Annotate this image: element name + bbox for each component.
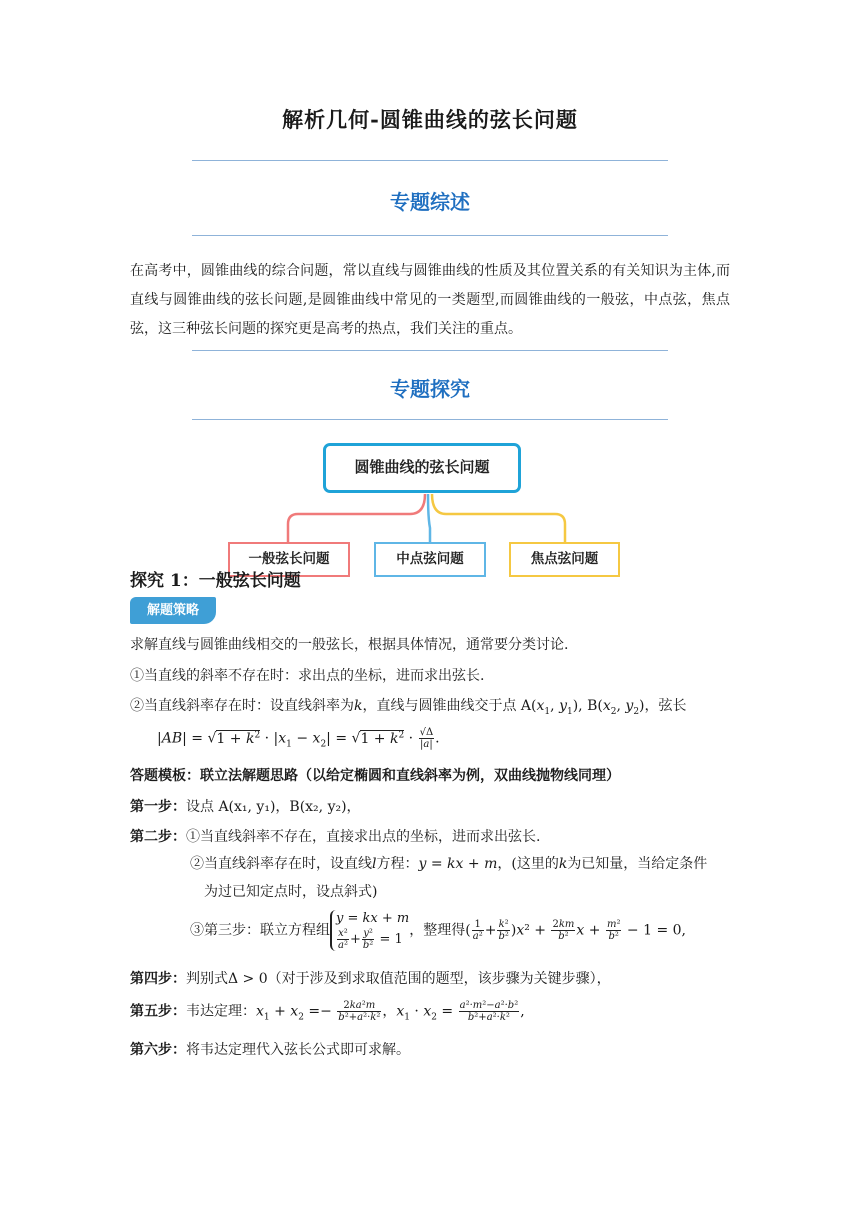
step2-b: ②当直线斜率存在时，设直线l方程：y = kx + m，(这里的k为已知量，当给定条件 [190,856,708,872]
chord-length-formula: $|AB| = √1 + k^2 \cdot |x_1 - x_2| = √1 + k^2$ · $\frac{√\Delta}{|a|}$ . [157,727,440,750]
step6: 第六步：将韦达定理代入弦长公式即可求解。 [130,1042,410,1058]
strategy-case2: ②当直线斜率存在时：设直线斜率为k，直线与圆锥曲线交于点 $A(x_1$, $y_1$), $B(x_2$, $y_2$)，弦长 [130,698,687,717]
mindmap-node-focal-chord: 焦点弦问题 [509,542,620,577]
divider [192,419,668,420]
mindmap-node-midpoint-chord: 中点弦问题 [374,542,486,577]
mindmap-node-general-chord: 一般弦长问题 [228,542,350,577]
step4: 第四步：判别式Δ > 0（对于涉及到求取值范围的题型，该步骤为关键步骤）， [130,971,611,987]
page-title: 解析几何-圆锥曲线的弦长问题 [282,107,578,132]
template-heading: 答题模板：联立法解题思路（以给定椭圆和直线斜率为例，双曲线抛物线同理） [130,768,620,784]
strategy-case1: ①当直线的斜率不存在时：求出点的坐标，进而求出弦长. [130,668,485,684]
step2-label: 第二步：①当直线斜率不存在，直接求出点的坐标，进而求出弦长. [130,829,541,845]
overview-paragraph: 在高考中，圆锥曲线的综合问题，常以直线与圆锥曲线的性质及其位置关系的有关知识为主体,而直线与圆锥曲线的弦长问题,是圆锥曲线中常见的一类题型,而圆锥曲线的一般弦，中点弦，焦点弦，这三种弦长问题的探究更是高考的热点，我们关注的重点。 [130,263,730,337]
strategy-badge: 解题策略 [130,597,216,624]
strategy-intro: 求解直线与圆锥曲线相交的一般弦长，根据具体情况，通常要分类讨论. [130,637,569,653]
divider [192,160,668,161]
step3: ③第三步：联立方程组y = kx + m $\frac{\text{x²}}{\text{a²}}$ + $\frac{\text{y²}}{\text{b²}}$ = 1，整理得( $\frac{1}{\text{a²}}$ + $\frac{\text{k²}}{\text{b²}}$ )x² + $\frac{2km}{\text{b²}}$ x + $\frac{\text{m²}}{\text{b²}}$ − 1 = 0, [190,911,686,951]
step1: 第一步：设点 A(x₁, y₁)，B(x₂, y₂)， [130,799,361,815]
section-heading-explore: 专题探究 [390,377,470,401]
section-heading-overview: 专题综述 [390,190,470,214]
explore1-title: 探究 1：一般弦长问题 [130,571,301,591]
step2-b-cont: 为过已知定点时，设点斜式) [204,884,378,900]
step5: 第五步：韦达定理：$x_1 + x_2$ =− $\frac{\text{2ka²m}}{\text{b²+a²·k²}}$ ，$x_1 \cdot x_2$ = $\frac{\text{a²·m²−a²·b²}}{\text{b²+a²·k²}}$ , [130,1000,525,1023]
divider [192,350,668,351]
mindmap-root: 圆锥曲线的弦长问题 [323,443,521,493]
divider [192,235,668,236]
